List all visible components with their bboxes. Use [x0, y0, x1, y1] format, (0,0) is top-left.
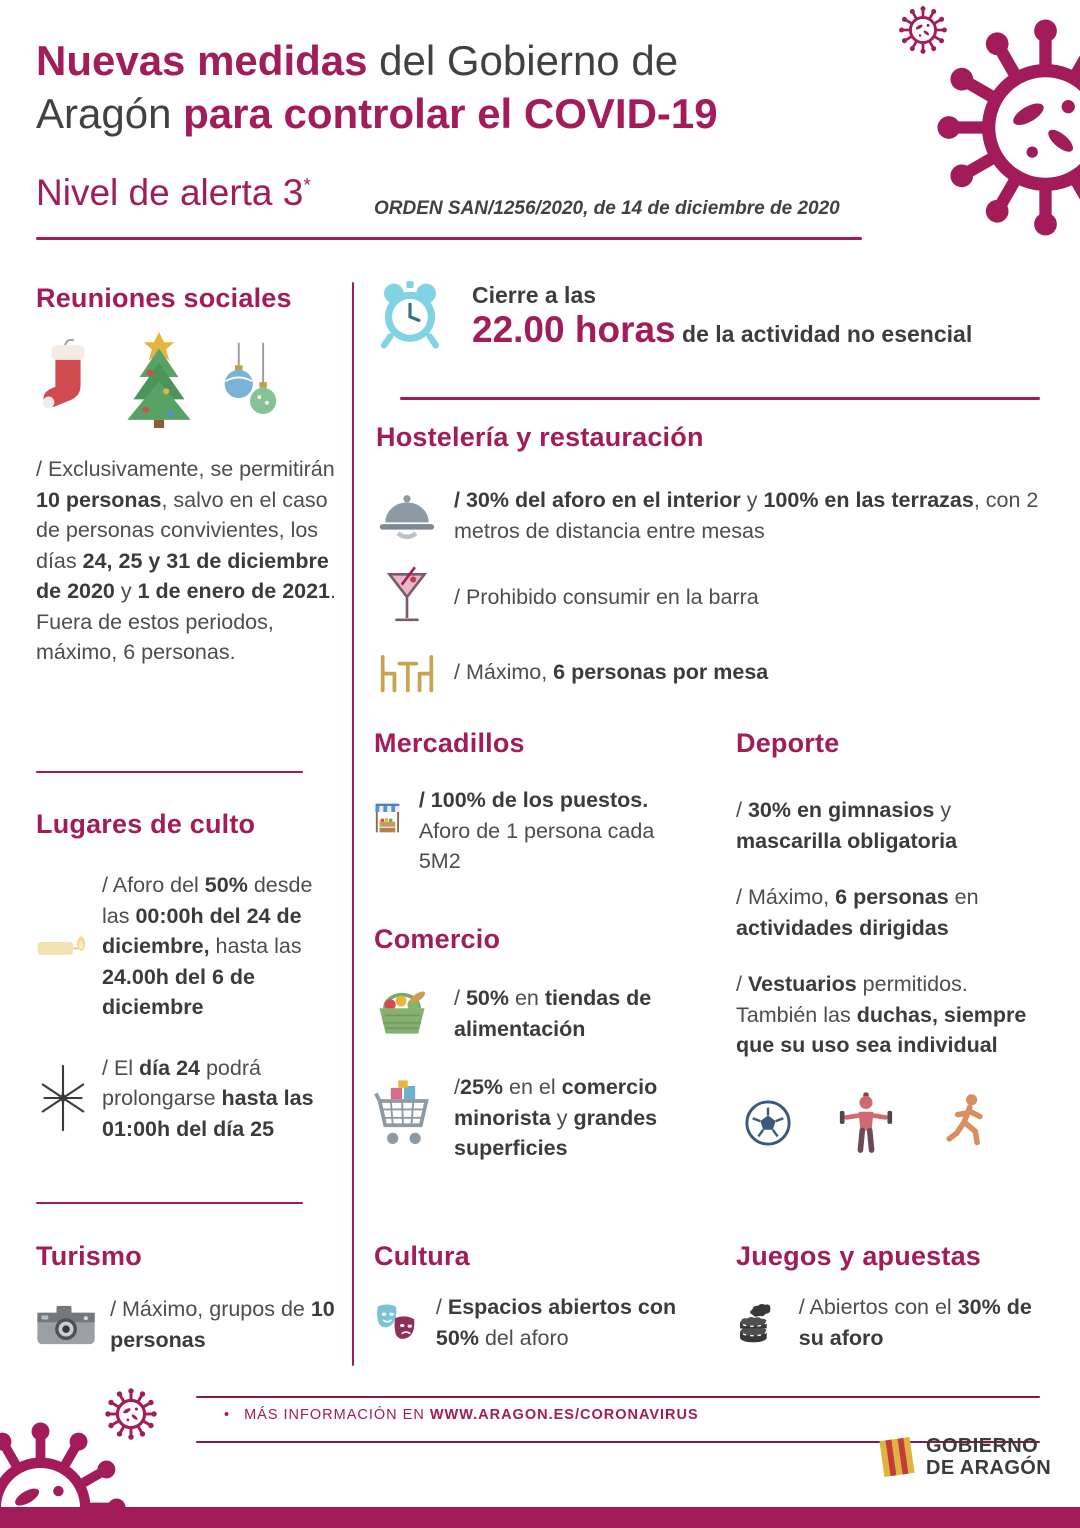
- juegos-item-1-text: [799, 1292, 1040, 1353]
- text-segment: 10 personas: [36, 487, 162, 512]
- shopping-cart-icon: [374, 1079, 434, 1156]
- deporte-item-1-text: [736, 795, 1040, 856]
- text-segment: 1 de enero de 2021: [137, 579, 331, 604]
- culto-title: Lugares de culto: [36, 809, 256, 839]
- food-basket-icon: [374, 981, 434, 1046]
- christmas-tree-icon: [118, 330, 200, 428]
- closure-lead: Cierre a las: [472, 282, 597, 308]
- text-segment: podrá prolongarse: [102, 1055, 261, 1111]
- juegos-item-1: [736, 1292, 1040, 1354]
- text-segment: 50%: [204, 873, 248, 897]
- deporte-item-2-text: [736, 882, 1040, 943]
- deporte-item-3-text: [736, 969, 1040, 1061]
- text-segment: hasta las: [209, 934, 302, 959]
- cultura-title: Cultura: [374, 1241, 470, 1271]
- column-divider: [352, 282, 354, 1366]
- text-segment: / 100% de los puestos.: [418, 788, 649, 812]
- text-segment: en el: [503, 1075, 562, 1099]
- market-stall-icon: [374, 785, 401, 851]
- text-segment: /: [435, 1295, 448, 1320]
- deporte-title: Deporte: [736, 728, 840, 758]
- alarm-clock-icon: [376, 276, 444, 354]
- aragon-flag-icon: [878, 1434, 916, 1480]
- text-segment: /: [736, 972, 748, 997]
- text-segment: / Aforo del: [102, 873, 205, 897]
- closure-divider: [400, 397, 1040, 400]
- footer-info-text: [244, 1407, 699, 1423]
- alert-level-text: Nivel de alerta 3: [36, 172, 304, 213]
- closure-scope: de la actividad no esencial: [675, 321, 973, 347]
- turismo-item-1: [36, 1294, 338, 1356]
- comercio-item-2-text: [454, 1072, 688, 1164]
- section-lugares-de-culto: [36, 809, 338, 1144]
- text-segment: Vestuarios: [747, 972, 857, 997]
- text-segment: , salvo en el caso de personas convivientes, los días: [36, 487, 328, 573]
- culto-item-2-text: [102, 1053, 338, 1145]
- closure-text: [472, 276, 972, 351]
- text-segment: comercio minorista: [454, 1075, 658, 1130]
- hosteleria-item-2: [376, 564, 1040, 630]
- turismo-divider: [36, 1202, 303, 1204]
- comercio-item-2: [374, 1072, 688, 1164]
- title-accent-2: para controlar el COVID-19: [183, 90, 718, 138]
- culto-divider: [36, 771, 303, 773]
- text-segment: , con 2 metros de distancia entre mesas: [454, 488, 1039, 543]
- reuniones-title: Reuniones sociales: [36, 283, 292, 313]
- text-segment: 10 personas: [110, 1297, 335, 1352]
- text-segment: grandes superficies: [454, 1105, 658, 1161]
- text-segment: Aforo de 1 persona cada 5M2: [418, 818, 655, 874]
- text-segment: /: [454, 1075, 460, 1099]
- text-segment: en: [509, 985, 545, 1010]
- mercadillos-title: Mercadillos: [374, 728, 525, 758]
- closure-banner: [376, 276, 1040, 354]
- cultura-item-1: [374, 1292, 688, 1354]
- comercio-title: Comercio: [374, 924, 501, 954]
- footer-info-url[interactable]: WWW.ARAGON.ES/CORONAVIRUS: [429, 1407, 699, 1423]
- sport-icons-row: [736, 1091, 1040, 1155]
- text-segment: . Fuera de estos periodos, máximo, 6 personas.: [36, 579, 337, 665]
- culto-item-2: [36, 1053, 338, 1145]
- footer-info-prefix: MÁS INFORMACIÓN EN: [244, 1407, 430, 1423]
- text-segment: y: [114, 579, 138, 604]
- section-cultura: [374, 1241, 688, 1354]
- text-segment: 30% en gimnasios: [747, 798, 935, 822]
- hosteleria-item-3: [376, 648, 1040, 696]
- section-deporte: [736, 728, 1040, 1155]
- text-segment: 6 personas: [835, 885, 949, 910]
- text-segment: 24.00h del 6 de diciembre: [102, 964, 255, 1020]
- turismo-title: Turismo: [36, 1241, 142, 1271]
- text-segment: 100% en las terrazas: [763, 488, 974, 512]
- text-segment: desde las: [102, 873, 313, 928]
- comercio-item-1: [374, 981, 688, 1046]
- mercadillos-item-1-text: [419, 785, 676, 877]
- title-plain-2: Aragón: [36, 90, 184, 138]
- text-segment: y: [740, 488, 764, 512]
- text-segment: / 30% del aforo en el interior: [454, 488, 741, 512]
- text-segment: / El: [102, 1055, 140, 1080]
- alert-level: [36, 172, 311, 214]
- text-segment: hasta las 01:00h del día 25: [102, 1086, 314, 1141]
- title-plain-1: del Gobierno de: [367, 37, 679, 84]
- text-segment: del aforo: [478, 1326, 569, 1350]
- title-accent-1: Nuevas medidas: [36, 37, 368, 84]
- text-segment: y: [934, 798, 952, 822]
- culto-item-1: [36, 870, 338, 1023]
- weightlifter-icon: [838, 1091, 894, 1155]
- reuniones-text: [36, 454, 336, 668]
- text-segment: /: [736, 798, 748, 822]
- section-comercio: [374, 924, 688, 1164]
- text-segment: 30% de su aforo: [798, 1295, 1032, 1350]
- text-segment: / Abiertos con el: [798, 1295, 958, 1320]
- comercio-item-1-text: [454, 983, 688, 1044]
- text-segment: / Máximo,: [736, 885, 836, 910]
- text-segment: actividades dirigidas: [736, 915, 949, 940]
- text-segment: / Exclusivamente, se permitirán: [36, 457, 335, 481]
- hosteleria-item-1: [376, 485, 1040, 546]
- closure-line: [472, 309, 972, 351]
- footer-bullet: •: [224, 1407, 231, 1423]
- text-segment: 6 personas por mesa: [553, 659, 769, 684]
- poker-chips-icon: [736, 1292, 775, 1354]
- text-segment: /: [454, 985, 466, 1010]
- cocktail-icon: [376, 564, 438, 630]
- theater-masks-icon: [374, 1292, 418, 1354]
- star-icon: [36, 1061, 94, 1135]
- text-segment: duchas, siempre que su uso sea individual: [736, 1002, 1027, 1058]
- alert-footnote-mark: *: [303, 175, 311, 197]
- text-segment: 00:00h del 24 de diciembre,: [102, 903, 302, 959]
- text-segment: 50%: [465, 985, 509, 1010]
- text-segment: tiendas de alimentación: [454, 985, 652, 1041]
- logo-line-1: GOBIERNO: [926, 1435, 1039, 1457]
- logo-line-2: DE ARAGÓN: [926, 1457, 1052, 1479]
- section-hosteleria: [376, 422, 1040, 696]
- juegos-title: Juegos y apuestas: [736, 1241, 982, 1271]
- camera-icon: [36, 1294, 96, 1356]
- gobierno-de-aragon-logo: [878, 1434, 1051, 1480]
- festive-icons-row: [36, 330, 336, 428]
- culto-item-1-text: [102, 870, 338, 1023]
- coronavirus-icon: [897, 4, 949, 56]
- bottom-accent-bar: [0, 1507, 1080, 1528]
- text-segment: mascarilla obligatoria: [736, 828, 958, 853]
- section-turismo: [36, 1241, 338, 1356]
- cultura-item-1-text: [436, 1292, 688, 1353]
- hosteleria-item-1-text: [454, 485, 1040, 546]
- text-segment: / Máximo,: [454, 659, 554, 684]
- text-segment: permitidos. También las: [736, 972, 968, 1027]
- page-title: [36, 34, 886, 141]
- text-segment: 24, 25 y 31 de diciembre de 2020: [36, 548, 329, 604]
- hosteleria-item-2-text: [454, 582, 759, 613]
- closure-time: 22.00 horas: [472, 309, 676, 350]
- logo-text: [926, 1435, 1051, 1479]
- text-segment: Espacios abiertos con 50%: [435, 1295, 677, 1350]
- section-reuniones-sociales: [36, 283, 336, 668]
- text-segment: 25%: [459, 1075, 504, 1099]
- mercadillos-item-1: [374, 785, 676, 877]
- coronavirus-icon: [928, 10, 1080, 245]
- baubles-icon: [220, 340, 280, 428]
- text-segment: y: [550, 1105, 574, 1130]
- coronavirus-icon: [103, 1386, 159, 1442]
- section-juegos-y-apuestas: [736, 1241, 1040, 1354]
- runner-icon: [940, 1091, 992, 1155]
- header-divider: [36, 237, 862, 240]
- hosteleria-title: Hostelería y restauración: [376, 422, 704, 452]
- soccer-ball-icon: [744, 1099, 792, 1147]
- footer-info: [224, 1407, 699, 1423]
- hosteleria-item-3-text: [454, 657, 768, 688]
- text-segment: / Máximo, grupos de: [110, 1297, 311, 1322]
- christmas-stocking-icon: [36, 336, 98, 428]
- footer-divider-top: [196, 1396, 1040, 1398]
- table-chairs-icon: [376, 648, 438, 696]
- text-segment: / Prohibido consumir en la barra: [454, 584, 759, 609]
- order-reference: ORDEN SAN/1256/2020, de 14 de diciembre de 2020: [374, 198, 840, 219]
- text-segment: en: [948, 885, 979, 910]
- text-segment: día 24: [139, 1055, 200, 1080]
- candle-icon: [36, 926, 94, 966]
- turismo-item-1-text: [110, 1294, 338, 1355]
- section-mercadillos: [374, 728, 676, 877]
- serving-cloche-icon: [376, 489, 438, 543]
